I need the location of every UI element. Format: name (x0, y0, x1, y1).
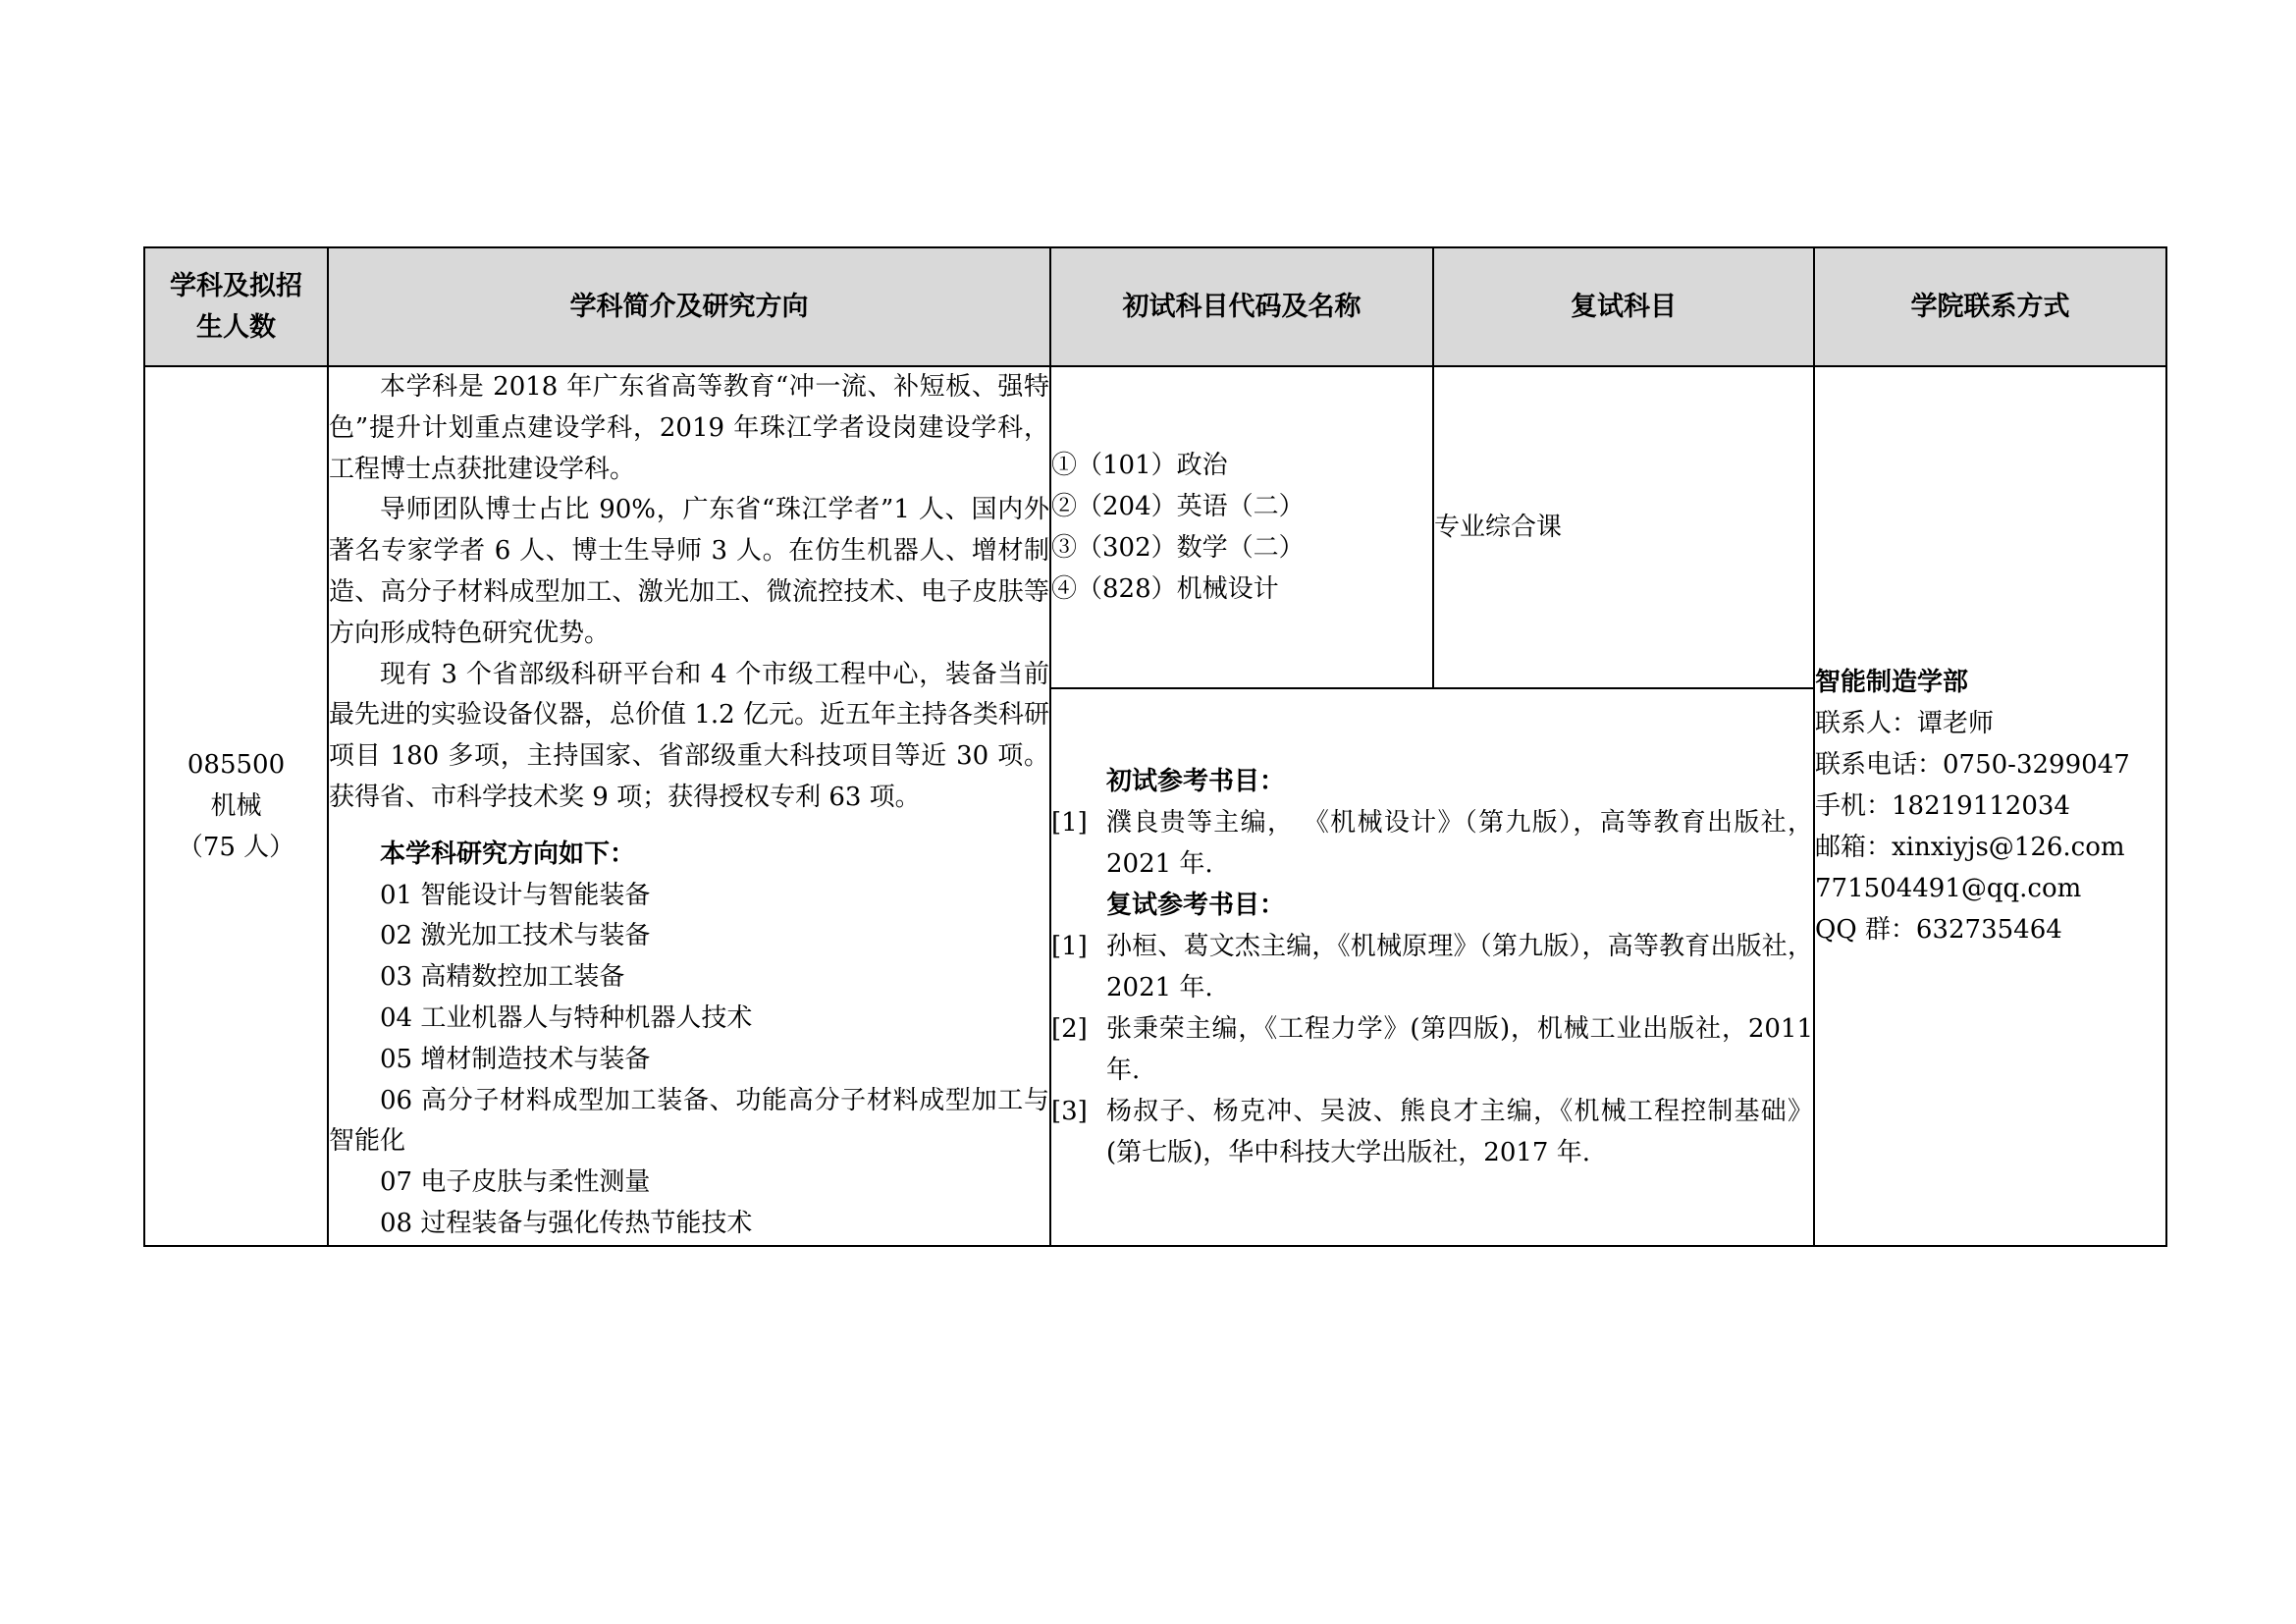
retest-subject: 专业综合课 (1434, 513, 1563, 542)
admissions-table (143, 246, 2167, 1247)
contact-email-2: 771504491@qq.com (1815, 873, 2082, 903)
contact-mobile: 手机：18219112034 (1815, 790, 2070, 821)
header-retest: 复试科目 (1433, 247, 1814, 366)
reference-books-cell (1050, 688, 1814, 1246)
book-item (1051, 802, 1813, 885)
content-row-top (144, 366, 2166, 688)
intro-cell (328, 366, 1050, 1246)
header-intro: 学科简介及研究方向 (328, 247, 1050, 366)
exam-subject: ④（828）机械设计 (1051, 574, 1279, 604)
book-number: [1] (1051, 807, 1088, 838)
exam-subject: ①（101）政治 (1051, 451, 1228, 480)
direction-item: 03 高精数控加工装备 (380, 962, 625, 993)
intro-paragraph: 现有 3 个省部级科研平台和 4 个市级工程中心，装备当前最先进的实验设备仪器，总价值 1.2 亿元。近五年主持各类科研项目 180 多项，主持国家、省部级重大科技项目等近 30 项。获得省、市科学技术奖 9 项；获得授权专利 63 项。 (329, 659, 1049, 812)
exam-subjects-cell (1050, 366, 1433, 688)
exam-subject: ②（204）英语（二） (1051, 492, 1305, 521)
direction-item: 08 过程装备与强化传热节能技术 (380, 1208, 753, 1238)
book-text: 张秉荣主编，《工程力学》(第四版)，机械工业出版社，2011 年. (1106, 1013, 1813, 1085)
contact-phone: 联系电话：0750-3299047 (1815, 749, 2130, 780)
direction-item: 05 增材制造技术与装备 (380, 1044, 651, 1074)
directions-title: 本学科研究方向如下： (380, 839, 636, 869)
book-number: [1] (1051, 931, 1088, 961)
contact-person: 联系人：谭老师 (1815, 708, 1995, 738)
intro-paragraph: 导师团队博士占比 90%，广东省“珠江学者”1 人、国内外著名专家学者 6 人、博士生导师 3 人。在仿生机器人、增材制造、高分子材料成型加工、激光加工、微流控技术、电子皮肤等方向形成特色研究优势。 (329, 495, 1049, 648)
header-contact: 学院联系方式 (1814, 247, 2166, 366)
book-text: 濮良贵等主编， 《机械设计》（第九版），高等教育出版社，2021 年. (1106, 807, 1813, 879)
book-number: [2] (1051, 1013, 1088, 1044)
discipline-quota: （75 人） (177, 832, 295, 862)
contact-cell (1814, 366, 2166, 1246)
retest-books-title: 复试参考书目： (1106, 890, 1286, 920)
direction-item: 04 工业机器人与特种机器人技术 (380, 1002, 753, 1033)
retest-subject-cell (1433, 366, 1814, 688)
contact-dept: 智能制造学部 (1815, 667, 1969, 697)
book-item (1051, 926, 1813, 1008)
exam-subject: ③（302）数学（二） (1051, 533, 1305, 563)
direction-item: 06 高分子材料成型加工装备、功能高分子材料成型加工与智能化 (329, 1085, 1049, 1157)
book-item (1051, 1091, 1813, 1173)
header-row (144, 247, 2166, 366)
discipline-code: 085500 (187, 749, 286, 780)
header-exam: 初试科目代码及名称 (1050, 247, 1433, 366)
contact-email: 邮箱：xinxiyjs@126.com (1815, 832, 2125, 862)
discipline-cell (144, 366, 328, 1246)
book-text: 孙桓、葛文杰主编，《机械原理》（第九版），高等教育出版社，2021 年. (1106, 931, 1813, 1002)
book-text: 杨叔子、杨克冲、吴波、熊良才主编，《机械工程控制基础》(第七版)，华中科技大学出版社，2017 年. (1106, 1096, 1813, 1167)
direction-item: 07 电子皮肤与柔性测量 (380, 1167, 651, 1198)
book-number: [3] (1051, 1096, 1088, 1126)
contact-qq: QQ 群：632735464 (1815, 914, 2062, 945)
header-discipline: 学科及拟招 生人数 (144, 247, 328, 366)
discipline-name: 机械 (210, 790, 262, 821)
initial-books-title: 初试参考书目： (1106, 766, 1286, 796)
book-item (1051, 1008, 1813, 1091)
direction-item: 01 智能设计与智能装备 (380, 880, 651, 910)
direction-item: 02 激光加工技术与装备 (380, 921, 651, 951)
intro-paragraph: 本学科是 2018 年广东省高等教育“冲一流、补短板、强特色”提升计划重点建设学科，2019 年珠江学者设岗建设学科，工程博士点获批建设学科。 (329, 372, 1049, 484)
